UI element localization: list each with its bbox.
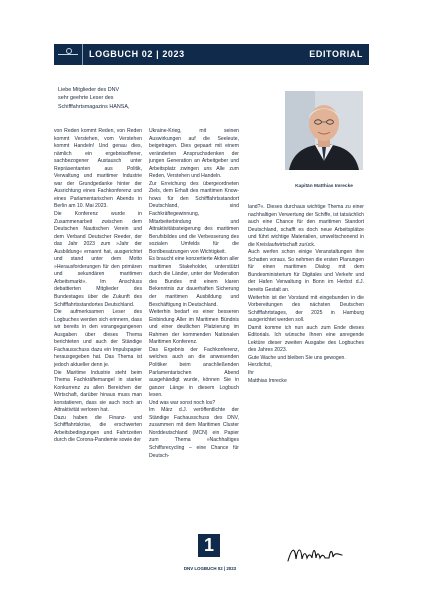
page-number: 1 <box>203 535 214 555</box>
paragraph: Ukraine-Krieg, mit seinen Auswirkungen auf die Seeleute, beigetragen. Dies gepaart mit einem veränderten Anspruchsdenken der jungen Generation an Arbeitgeber und Arbeitsplatz zwingen uns Alle zum Reden, Verstehen und Handeln. <box>149 128 239 180</box>
paragraph: Die Maritime Industrie steht beim Thema Fachkräftemangel in starker Konkurrenz zu allen Bereichen der Wirtschaft, darüber hinaus muss man konstatieren, dass sie auch noch an Attraktivität verloren hat. <box>54 369 142 414</box>
paragraph: von Reden kommt Reden, von Reden kommt Verstehen, vom Verstehen kommt Handeln! Und genau dies, nämlich ein ergebnisoffener, sachbezogener Austausch unter Repräsentanten aus Politik, Verwaltung und maritimer Industrie war der Grundgedanke hinter der Ausrichtung eines Fachkonferenz und eines Parlamentarischen Abends in Berlin am 10. Mai 2023. <box>54 128 142 210</box>
closing-line: Herzlichst, <box>248 362 272 369</box>
paragraph: Die aufmerksamen Leser des Logbuches werden sich erinnern, dass wir bereits in den vorangegangenen Ausgaben über dieses Thema berichteten und auch der Ständige Fachausschuss dazu ein Impulspapier herausgegeben hat. Das Thema ist jedoch aktueller denn je. <box>54 309 142 368</box>
paragraph: Im März d.J. veröffentlichte der Ständige Fachausschuss des DNV, zusammen mit dem Maritimen Cluster Norddeutschland (MCN) ein Papier zum Thema »Nachhaltiges Schiffsrecycling – eine Chance für Deutsch- <box>149 407 239 459</box>
paragraph: Weiterhin ist der Vorstand mit eingebunden in die Vorbereitungen des nächsten Deutschen Schifffahrtstages, der 2025 in Hamburg ausgerichtet werden soll. <box>248 294 364 324</box>
paragraph: Zur Erreichung des übergeordneten Ziels, dem Erhalt des maritimen Know-hows für den Schifffahrtsstandort Deutschland, sind Fachkräftegewinnung, Mitarbeiterbindung und Attraktivitätssteigerung des maritimen Berufsbildes und die Verbesserung des sozialen Umfelds für die Bordbesatzungen von Wichtigkeit. <box>149 180 239 255</box>
text-column-2 <box>149 128 239 460</box>
section-title: EDITORIAL <box>309 49 363 59</box>
paragraph: Weiterhin bedarf es einer besseren Einbindung Aller im Maritimen Bündnis und einer deutlichen Platzierung im Rahmen der kommenden Nationalen Maritimen Konferenz. <box>149 309 239 346</box>
paragraph: land?«. Dieses durchaus wichtige Thema zu einer nachhaltigen Verwertung der Schiffe, ist tatsächlich auch eine Chance für den maritimen Standort Deutschland, schafft es doch neue Arbeitsplätze und führt wichtige Materialien, umweltschonend in die Kreislaufwirtschaft zurück. <box>248 204 364 248</box>
paragraph: Gute Wache und bleiben Sie uns gewogen. <box>248 354 346 361</box>
paragraph: Und was war sonst noch los? <box>149 399 216 406</box>
handwritten-signature <box>286 543 344 570</box>
greeting <box>58 86 218 111</box>
signature-icon <box>286 543 344 565</box>
greeting-line: Liebe Mitglieder des DNV <box>58 87 120 93</box>
footer-label: DNV LOGBUCH 02 | 2023 <box>183 566 237 571</box>
paragraph: Es braucht eine konzertierte Aktion aller maritimen Stakeholder, unterstützt durch die Länder, unter der Moderation des Bundes mit einem klaren Bekenntnis zur dauerhaften Sicherung der maritimen Ausbildung und Beschäftigung in Deutschland. <box>149 256 239 308</box>
portrait-caption: Kapitän Matthias Imrecke <box>295 184 353 189</box>
paragraph: Die Konferenz wurde in Zusammenarbeit zwischen dem Deutschen Nautischen Verein und dem Verband Deutscher Reeder, der das Jahr 2023 zum »Jahr der Ausbildung« ernannt hat, ausgerichtet und stand unter dem Motto »Herausforderungen für den primären und sekundären maritimen Arbeitsmarkt«. Im Anschluss debattierten Mitglieder des Bundestages über die Zukunft des Schifffahrtsstandortes Deutschland. <box>54 211 142 308</box>
text-column-3 <box>248 204 364 385</box>
paragraph: Das Ergebnis der Fachkonferenz, welches auch an die anwesenden Politiker beim anschließenden Parlamentarischen Abend ausgehändigt wurde, können Sie in ganzer Länge in diesem Logbuch lesen. <box>149 346 239 399</box>
paragraph: Dazu haben die Finanz- und Schifffahrtskrise, die erschwerten Arbeitsbedingungen und Fahrtzeiten durch die Corona-Pandemie sowie der <box>54 414 142 444</box>
closing-line: Ihr <box>248 370 254 377</box>
paragraph: Auch werfen schon einige Veranstaltungen ihre Schatten voraus. So nehmen die ersten Planungen für einen maritimen Dialog mit dem Bundesministerium für Digitales und Verkehr und der Hafen Verwaltung in Bonn im Herbst d.J. bereits Gestalt an. <box>248 249 364 294</box>
paragraph: Damit komme ich nun auch zum Ende dieses Editorials. Ich wünsche Ihnen eine anregende Lektüre dieser zweiten Ausgabe des Logbuches des Jahres 2023. <box>248 324 364 354</box>
author-portrait <box>285 91 363 170</box>
header-bar <box>54 44 369 65</box>
magazine-title: LOGBUCH 02 | 2023 <box>89 49 185 59</box>
greeting-line: Schifffahrtsmagazins HANSA, <box>58 103 130 110</box>
greeting-line: sehr geehrte Leser des <box>58 95 114 102</box>
portrait-photo-icon <box>285 91 363 170</box>
dnv-logo-icon <box>54 44 83 65</box>
text-column-1 <box>54 128 142 445</box>
author-name: Matthias Imrecke <box>248 377 287 384</box>
page-number-box <box>198 534 220 557</box>
